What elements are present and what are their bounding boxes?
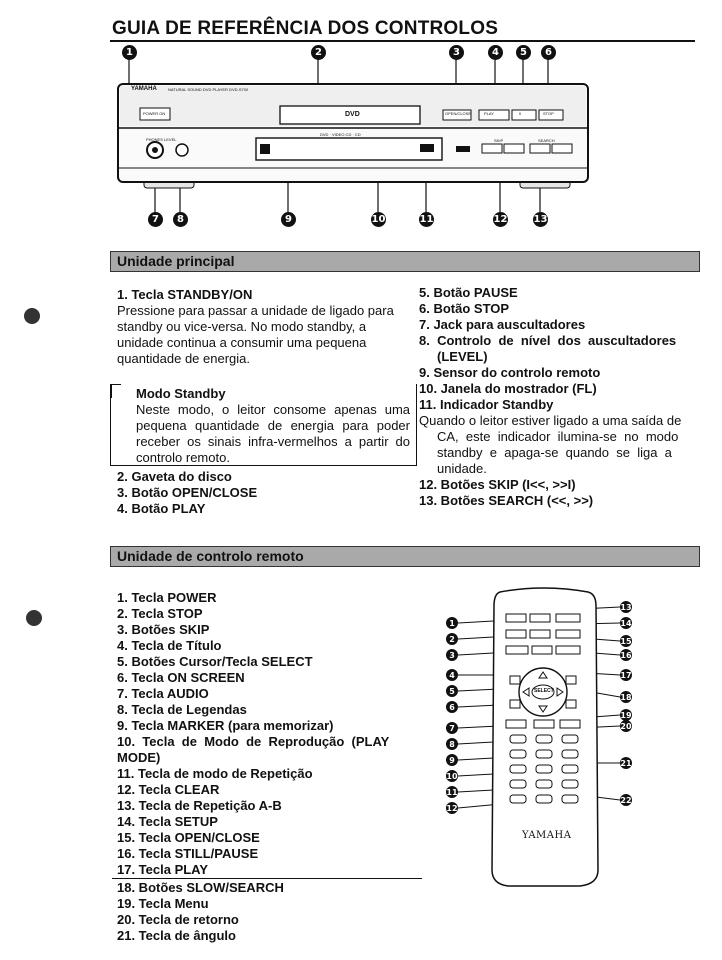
remote-item-14: 14. Tecla SETUP bbox=[117, 814, 218, 829]
remote-item-9: 9. Tecla MARKER (para memorizar) bbox=[117, 718, 334, 733]
remote-callout-14: 14 bbox=[620, 618, 632, 628]
remote-select-label: SELECT bbox=[534, 688, 554, 694]
skip-label: SKIP bbox=[494, 138, 504, 143]
device-model-line: NATURAL SOUND DVD PLAYER DVD-S700 bbox=[168, 87, 249, 92]
main-item-9: 9. Sensor do controlo remoto bbox=[419, 365, 601, 380]
main-item-2: 2. Gaveta do disco bbox=[117, 469, 232, 484]
front-panel-diagram bbox=[110, 40, 705, 245]
remote-callout-13: 13 bbox=[620, 602, 632, 612]
main-item-11: 11. Indicador Standby bbox=[419, 397, 554, 412]
main-item-6: 6. Botão STOP bbox=[419, 301, 510, 316]
search-label: SEARCH bbox=[538, 138, 555, 143]
remote-callout-7: 7 bbox=[446, 722, 458, 734]
remote-callout-11: 11 bbox=[446, 787, 458, 797]
remote-item-2: 2. Tecla STOP bbox=[117, 606, 203, 621]
main-item-8: 8. Controlo de nível dos auscultadores bbox=[419, 333, 677, 348]
remote-item-5: 5. Botões Cursor/Tecla SELECT bbox=[117, 654, 313, 669]
standby-title: Modo Standby bbox=[136, 386, 226, 401]
item1-line-3: unidade continua a consumir uma pequena bbox=[117, 335, 367, 350]
format-label: DVD · VIDEO CD · CD bbox=[320, 132, 361, 137]
remote-callout-2: 2 bbox=[446, 633, 458, 645]
remote-brand: YAMAHA bbox=[522, 830, 572, 841]
remote-item-10-cont: MODE) bbox=[117, 750, 161, 765]
item11-line-3: standby e apaga-se quando se liga a bbox=[437, 445, 672, 460]
remote-item-4: 4. Tecla de Título bbox=[117, 638, 222, 653]
remote-callout-4: 4 bbox=[446, 669, 458, 681]
remote-item-20: 20. Tecla de retorno bbox=[117, 912, 239, 927]
callout-8: 8 bbox=[173, 212, 188, 227]
remote-callout-17: 17 bbox=[620, 670, 632, 680]
main-item-8-cont: (LEVEL) bbox=[437, 349, 488, 364]
item1-line-1: Pressione para passar a unidade de ligado para bbox=[117, 303, 394, 318]
remote-item-15: 15. Tecla OPEN/CLOSE bbox=[117, 830, 260, 845]
main-item-3: 3. Botão OPEN/CLOSE bbox=[117, 485, 258, 500]
remote-item-16: 16. Tecla STILL/PAUSE bbox=[117, 846, 259, 861]
callout-11: 11 bbox=[419, 214, 434, 225]
item1-title: 1. Tecla STANDBY/ON bbox=[117, 287, 253, 302]
remote-callout-18: 18 bbox=[620, 692, 632, 702]
main-item-5: 5. Botão PAUSE bbox=[419, 285, 518, 300]
main-item-7: 7. Jack para auscultadores bbox=[419, 317, 586, 332]
remote-item-19: 19. Tecla Menu bbox=[117, 896, 209, 911]
punch-hole-top bbox=[24, 308, 40, 324]
main-item-13: 13. Botões SEARCH (<<, >>) bbox=[419, 493, 594, 508]
standby-line-1: Neste modo, o leitor consome apenas uma bbox=[136, 402, 410, 417]
section-remote-unit bbox=[110, 546, 700, 567]
remote-callout-10: 10 bbox=[446, 771, 458, 781]
remote-diagram bbox=[440, 580, 640, 890]
item11-line-2: CA, este indicador ilumina-se no modo bbox=[437, 429, 679, 444]
section-remote-unit-title: Unidade de controlo remoto bbox=[117, 548, 304, 564]
callout-5: 5 bbox=[516, 45, 531, 60]
remote-item-17: 17. Tecla PLAY bbox=[117, 862, 209, 877]
callout-3: 3 bbox=[449, 45, 464, 60]
remote-callout-5: 5 bbox=[446, 685, 458, 697]
page-title: GUIA DE REFERÊNCIA DOS CONTROLOS bbox=[112, 18, 499, 39]
remote-item-1: 1. Tecla POWER bbox=[117, 590, 217, 605]
standby-line-4: controlo remoto. bbox=[136, 450, 230, 465]
item11-line-4: unidade. bbox=[437, 461, 487, 476]
remote-item-10: 10. Tecla de Modo de Reprodução (PLAY bbox=[117, 734, 390, 749]
remote-callout-19: 19 bbox=[620, 710, 632, 720]
callout-7: 7 bbox=[148, 212, 163, 227]
remote-item-12: 12. Tecla CLEAR bbox=[117, 782, 220, 797]
remote-item-13: 13. Tecla de Repetição A-B bbox=[117, 798, 282, 813]
main-item-12: 12. Botões SKIP (I<<, >>I) bbox=[419, 477, 576, 492]
main-item-10: 10. Janela do mostrador (FL) bbox=[419, 381, 597, 396]
callout-1: 1 bbox=[122, 45, 137, 60]
phones-label: PHONES LEVEL bbox=[146, 137, 177, 142]
play-button-label: PLAY bbox=[484, 111, 494, 116]
remote-item-18: 18. Botões SLOW/SEARCH bbox=[117, 880, 284, 895]
tray-logo: DVD bbox=[345, 111, 360, 118]
item1-line-2: standby ou vice-versa. No modo standby, a bbox=[117, 319, 367, 334]
remote-callout-6: 6 bbox=[446, 701, 458, 713]
remote-callout-22: 22 bbox=[620, 795, 632, 805]
list-divider bbox=[112, 878, 422, 879]
callout-2: 2 bbox=[311, 45, 326, 60]
remote-callout-3: 3 bbox=[446, 649, 458, 661]
callout-13: 13 bbox=[533, 214, 548, 225]
pause-button-label: II bbox=[519, 111, 522, 116]
callout-6: 6 bbox=[541, 45, 556, 60]
remote-callout-16: 16 bbox=[620, 650, 632, 660]
section-main-unit bbox=[110, 251, 700, 272]
punch-hole-bottom bbox=[26, 610, 42, 626]
stop-button-label: STOP bbox=[543, 111, 554, 116]
item11-line-1: Quando o leitor estiver ligado a uma saída de bbox=[419, 413, 682, 428]
remote-item-3: 3. Botões SKIP bbox=[117, 622, 210, 637]
remote-callout-1: 1 bbox=[446, 617, 458, 629]
callout-10: 10 bbox=[371, 214, 386, 225]
remote-item-21: 21. Tecla de ângulo bbox=[117, 928, 236, 943]
remote-callout-8: 8 bbox=[446, 738, 458, 750]
device-brand: YAMAHA bbox=[131, 86, 157, 92]
remote-item-7: 7. Tecla AUDIO bbox=[117, 686, 209, 701]
remote-item-8: 8. Tecla de Legendas bbox=[117, 702, 247, 717]
standby-button-label: POWER ON bbox=[143, 111, 166, 116]
standby-line-3: receber os sinais infra-vermelhos a partir do bbox=[136, 434, 410, 449]
callout-9: 9 bbox=[281, 212, 296, 227]
standby-line-2: pequena quantidade de energia para poder bbox=[136, 418, 410, 433]
open-close-label: OPEN/CLOSE bbox=[445, 111, 472, 116]
remote-callout-20: 20 bbox=[620, 721, 632, 731]
callout-4: 4 bbox=[488, 45, 503, 60]
remote-item-6: 6. Tecla ON SCREEN bbox=[117, 670, 245, 685]
remote-item-11: 11. Tecla de modo de Repetição bbox=[117, 766, 313, 781]
remote-callout-15: 15 bbox=[620, 636, 632, 646]
remote-callout-9: 9 bbox=[446, 754, 458, 766]
callout-12: 12 bbox=[493, 214, 508, 225]
remote-callout-21: 21 bbox=[620, 758, 632, 768]
item1-line-4: quantidade de energia. bbox=[117, 351, 251, 366]
main-item-4: 4. Botão PLAY bbox=[117, 501, 206, 516]
remote-callout-12: 12 bbox=[446, 803, 458, 813]
section-main-unit-title: Unidade principal bbox=[117, 253, 235, 269]
